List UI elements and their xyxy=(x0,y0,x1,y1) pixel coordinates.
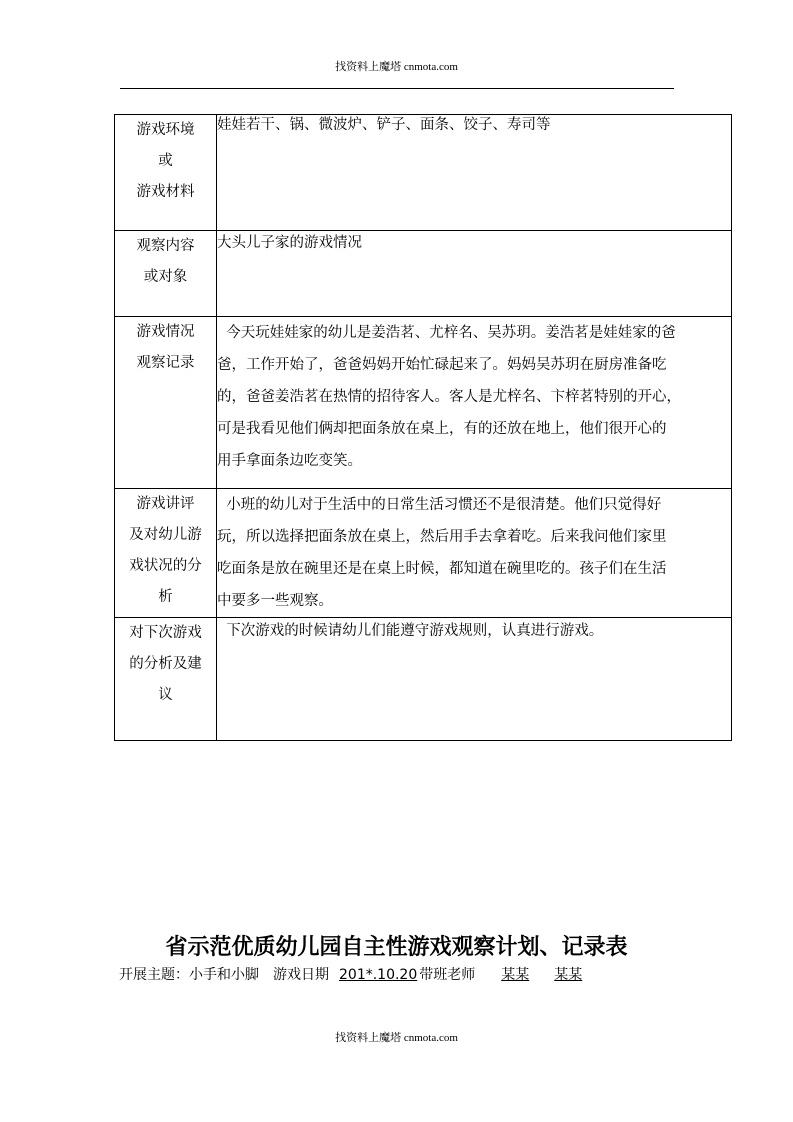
row-label: 对下次游戏 的分析及建 议 xyxy=(115,618,217,741)
page-footer: 找资料上魔塔 cnmota.com xyxy=(335,1032,458,1044)
row-content: 大头儿子家的游戏情况 xyxy=(217,231,732,317)
table-row xyxy=(115,618,732,741)
observation-table xyxy=(114,114,732,741)
form-title: 省示范优质幼儿园自主性游戏观察计划、记录表 xyxy=(165,934,628,960)
row-content: 今天玩娃娃家的幼儿是姜浩茗、尤梓名、吴苏玥。姜浩茗是娃娃家的爸 爸，工作开始了，爸爸妈妈开始忙碌起来了。妈妈吴苏玥在厨房准备吃 的，爸爸姜浩茗在热情的招待客人。客人是尤梓名、卞梓茗特别的开心， 可是我看见他们俩却把面条放在桌上，有的还放在地上，他们很开心的 用手拿面条边吃变笑。 xyxy=(217,317,732,489)
date-value: 201*.10.20 xyxy=(339,967,418,983)
row-label: 观察内容 或对象 xyxy=(115,231,217,317)
row-content: 小班的幼儿对于生活中的日常生活习惯还不是很清楚。他们只觉得好 玩，所以选择把面条放在桌上，然后用手去拿着吃。后来我问他们家里 吃面条是放在碗里还是在桌上时候，都知道在碗里吃的。孩子们在生活 中要多一些观察。 xyxy=(217,489,732,618)
theme-value: 小手和小脚 xyxy=(189,967,259,983)
form-meta-line xyxy=(119,964,582,984)
row-content: 娃娃若干、锅、微波炉、铲子、面条、饺子、寿司等 xyxy=(217,115,732,231)
row-label: 游戏情况 观察记录 xyxy=(115,317,217,489)
table-row xyxy=(115,489,732,618)
table-row xyxy=(115,115,732,231)
teacher-1: 某某 xyxy=(501,967,530,983)
theme-label: 开展主题： xyxy=(119,967,189,983)
teacher-label: 带班老师 xyxy=(419,967,476,983)
row-content: 下次游戏的时候请幼儿们能遵守游戏规则，认真进行游戏。 xyxy=(217,618,732,741)
date-label: 游戏日期 xyxy=(273,967,329,983)
teacher-2: 某某 xyxy=(554,967,583,983)
row-label: 游戏讲评 及对幼儿游 戏状况的分 析 xyxy=(115,489,217,618)
table-row xyxy=(115,317,732,489)
page-header: 找资料上魔塔 cnmota.com xyxy=(335,61,458,73)
header-divider xyxy=(120,88,674,89)
row-label: 游戏环境 或 游戏材料 xyxy=(115,115,217,231)
table-row xyxy=(115,231,732,317)
